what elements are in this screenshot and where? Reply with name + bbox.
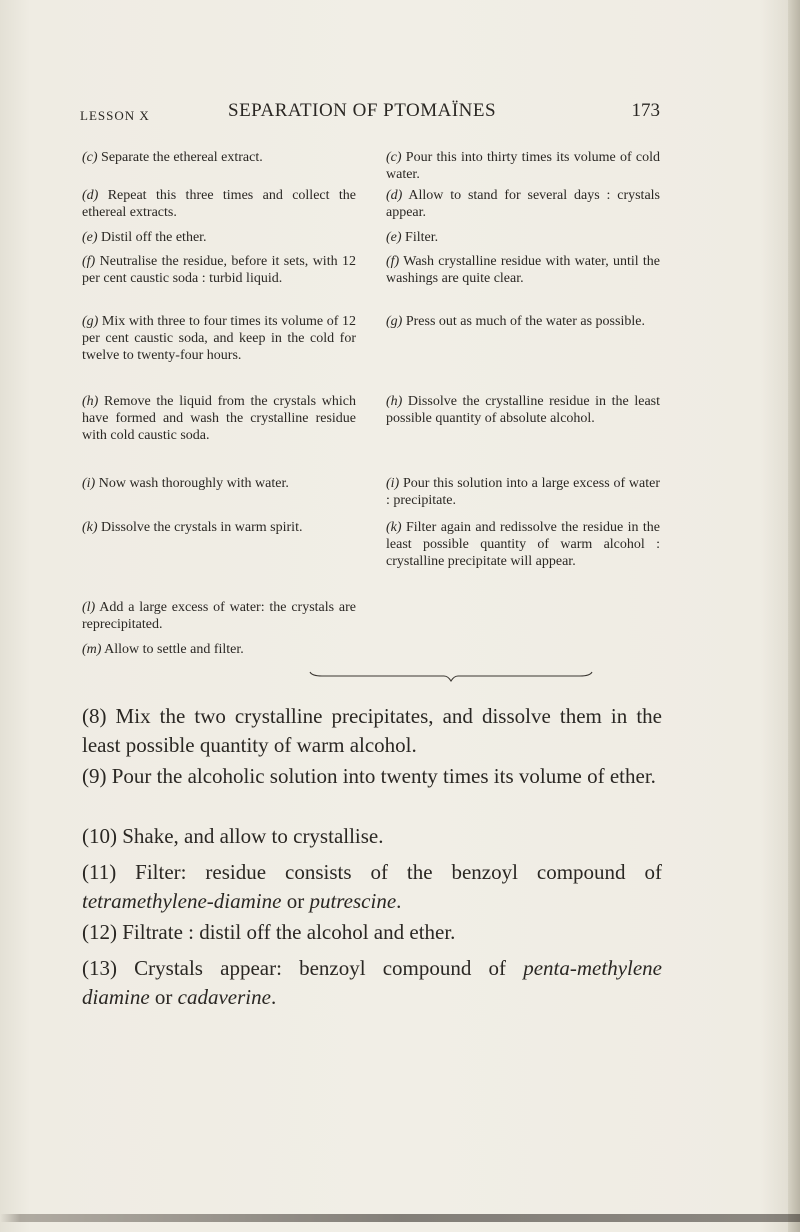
step-9: (9) Pour the alcoholic solution into twenty times its volume of ether. xyxy=(82,764,656,788)
page-shadow xyxy=(0,1214,800,1222)
lesson-label: LESSON X xyxy=(80,108,150,123)
chapter-title: SEPARATION OF PTOMAÏNES xyxy=(228,100,497,121)
left-item-d: (d) Repeat this three times and collect the ethereal extracts. xyxy=(82,188,356,220)
page-edge xyxy=(788,0,800,1232)
right-item-i: (i) Pour this solution into a large excess of water : precipitate. xyxy=(386,476,660,508)
left-item-c: (c) Separate the ethereal extract. xyxy=(82,150,263,165)
left-item-l: (l) Add a large excess of water: the crystals are reprecipitated. xyxy=(82,600,356,632)
left-item-e: (e) Distil off the ether. xyxy=(82,230,207,245)
right-item-d: (d) Allow to stand for several days : crystals appear. xyxy=(386,188,660,220)
right-item-c: (c) Pour this into thirty times its volume of cold water. xyxy=(386,150,660,182)
right-item-k: (k) Filter again and redissolve the residue in the least possible quantity of warm alcohol : crystalline precipitate will appear. xyxy=(386,520,660,569)
step-11: (11) Filter: residue consists of the benzoyl compound of tetramethylene-diamine or putrescine. xyxy=(82,860,662,913)
right-item-g: (g) Press out as much of the water as possible. xyxy=(386,314,645,329)
left-item-h: (h) Remove the liquid from the crystals which have formed and wash the crystalline residue with cold caustic soda. xyxy=(82,394,356,443)
step-13: (13) Crystals appear: benzoyl compound of penta-methylene diamine or cadaverine. xyxy=(82,956,662,1009)
step-10: (10) Shake, and allow to crystallise. xyxy=(82,824,384,848)
left-item-i: (i) Now wash thoroughly with water. xyxy=(82,476,289,491)
running-header xyxy=(80,100,660,130)
left-item-g: (g) Mix with three to four times its volume of 12 per cent caustic soda, and keep in the cold for twelve to twenty-four hours. xyxy=(82,314,356,363)
left-item-m: (m) Allow to settle and filter. xyxy=(82,642,244,657)
right-item-h: (h) Dissolve the crystalline residue in the least possible quantity of absolute alcohol. xyxy=(386,394,660,426)
step-8: (8) Mix the two crystalline precipitates, and dissolve them in the least possible quantity of warm alcohol. xyxy=(82,704,662,757)
brace-icon xyxy=(308,670,594,682)
page-number: 173 xyxy=(631,100,660,121)
left-item-k: (k) Dissolve the crystals in warm spirit. xyxy=(82,520,303,535)
step-12: (12) Filtrate : distil off the alcohol and ether. xyxy=(82,920,456,944)
right-item-f: (f) Wash crystalline residue with water, until the washings are quite clear. xyxy=(386,254,660,286)
left-item-f: (f) Neutralise the residue, before it sets, with 12 per cent caustic soda : turbid liquid. xyxy=(82,254,356,286)
right-item-e: (e) Filter. xyxy=(386,230,439,245)
